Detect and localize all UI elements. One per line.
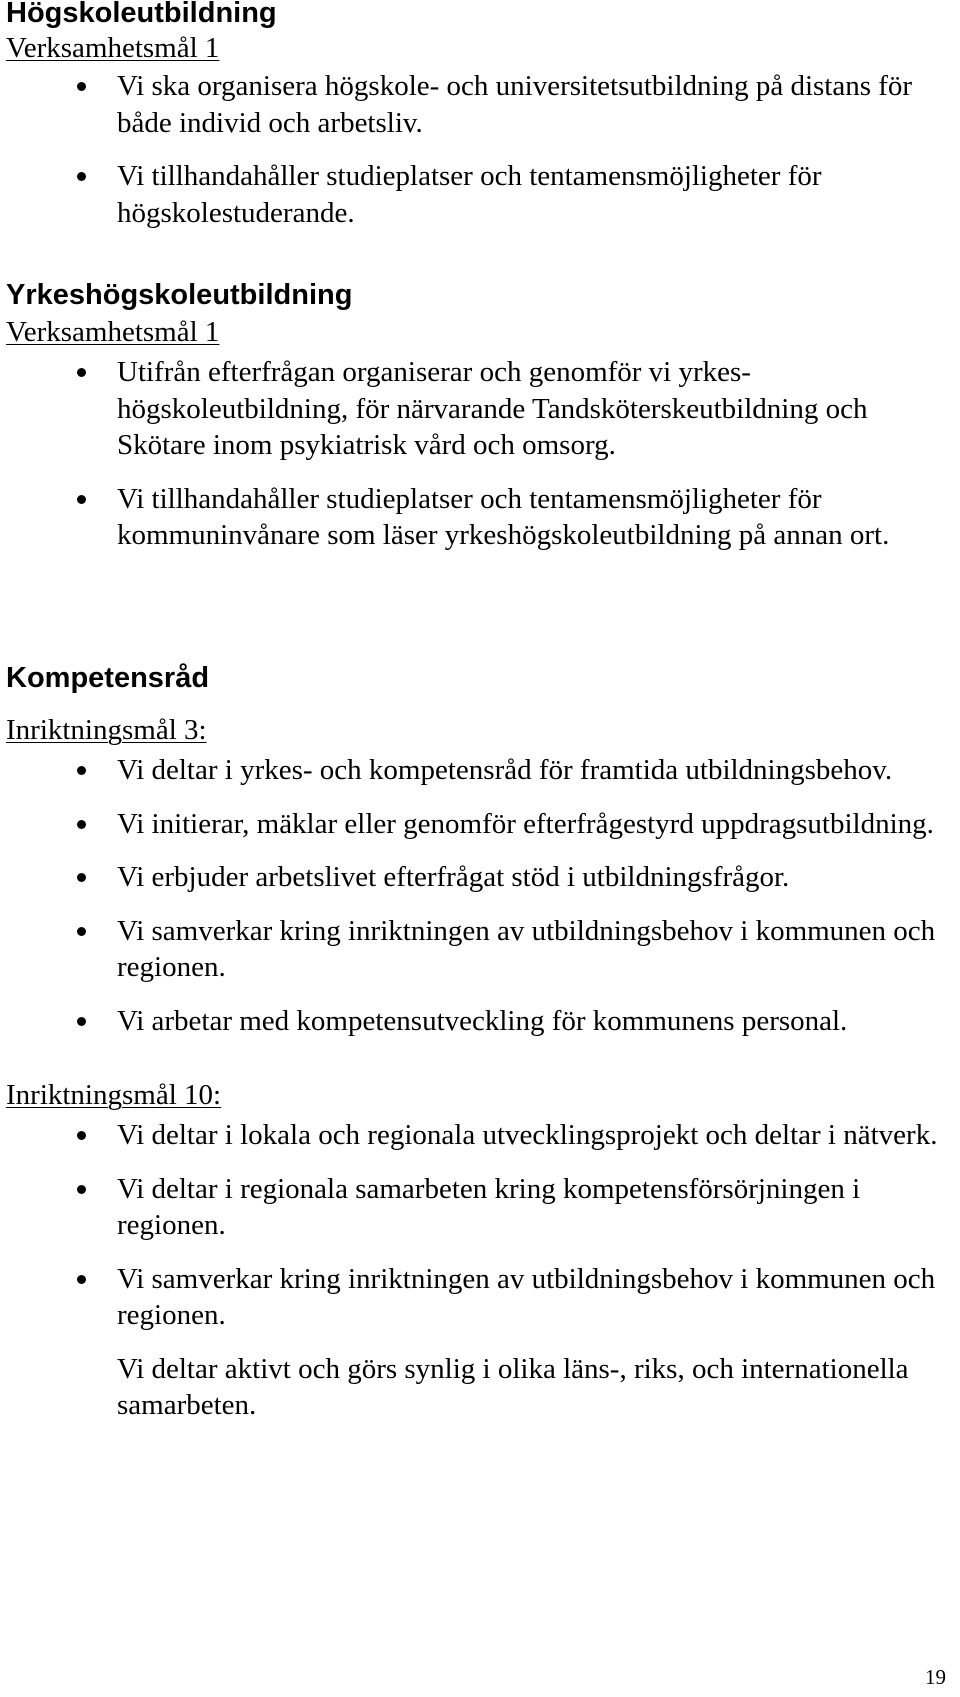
section-yrkeshogskoleutbildning [6,278,946,571]
list-item-text: Vi deltar aktivt och görs synlig i olika läns-, riks, och internationella samarbeten. [117,1352,909,1421]
list-item [6,806,946,843]
list-item [6,354,946,464]
list-item [6,481,946,554]
list-item-text: Vi erbjuder arbetslivet efterfrågat stöd i utbildningsfrågor. [117,861,790,893]
list-item-text: Utifrån efterfrågan organiserar och genomför vi yrkes-högskoleutbildning, för närvarande Tandsköterskeutbildning och Skötare inom psykiatrisk vård och omsorg. [117,356,868,461]
goal-list [6,1117,946,1424]
list-item-text: Vi deltar i yrkes- och kompetensråd för framtida utbildningsbehov. [117,754,893,786]
list-item [6,1351,946,1424]
bullet-icon [77,927,86,936]
bullet-icon [77,82,86,91]
goal-list [6,354,946,554]
goal-label: Inriktningsmål 3: [6,714,207,746]
list-item [6,1117,946,1154]
bullet-icon [77,368,86,377]
section-kompetensrad [6,661,946,1441]
section-hogskoleutbildning [6,0,946,248]
bullet-icon [77,172,86,181]
bullet-icon [77,495,86,504]
bullet-icon [77,766,86,775]
list-item-text: Vi deltar i regionala samarbeten kring kompetensförsörjningen i regionen. [117,1172,861,1241]
bullet-icon [77,1131,86,1140]
page-number: 19 [925,1665,946,1689]
list-item [6,1261,946,1334]
goal-label: Verksamhetsmål 1 [6,32,220,64]
goal-label: Inriktningsmål 10: [6,1079,222,1111]
list-item [6,158,946,231]
bullet-icon [77,1275,86,1284]
list-item-text: Vi ska organisera högskole- och universitetsutbildning på distans för både individ och arbetsliv. [117,70,913,139]
bullet-icon [77,873,86,882]
bullet-icon [77,1185,86,1194]
section-heading: Högskoleutbildning [6,0,277,29]
list-item-text: Vi deltar i lokala och regionala utvecklingsprojekt och deltar i nätverk. [117,1119,938,1151]
goal-list [6,752,946,1039]
list-item [6,913,946,986]
list-item-text: Vi tillhandahåller studieplatser och tentamensmöjligheter för kommuninvånare som läser yrkeshögskoleutbildning på annan ort. [117,482,890,551]
section-heading: Yrkeshögskoleutbildning [6,279,353,311]
list-item [6,68,946,141]
bullet-icon [77,1017,86,1026]
section-heading: Kompetensråd [6,662,210,694]
list-item [6,1171,946,1244]
list-item-text: Vi samverkar kring inriktningen av utbildningsbehov i kommunen och regionen. [117,1262,936,1331]
goal-list [6,68,946,231]
list-item [6,1003,946,1040]
list-item-text: Vi arbetar med kompetensutveckling för kommunens personal. [117,1004,848,1037]
goal-label: Verksamhetsmål 1 [6,316,220,348]
list-item-text: Vi tillhandahåller studieplatser och tentamensmöjligheter för högskolestuderande. [117,160,822,229]
list-item-text: Vi initierar, mäklar eller genomför efterfrågestyrd uppdragsutbildning. [117,807,934,840]
list-item-text: Vi samverkar kring inriktningen av utbildningsbehov i kommunen och regionen. [117,914,936,983]
list-item [6,859,946,896]
bullet-icon [77,820,86,829]
list-item [6,752,946,789]
